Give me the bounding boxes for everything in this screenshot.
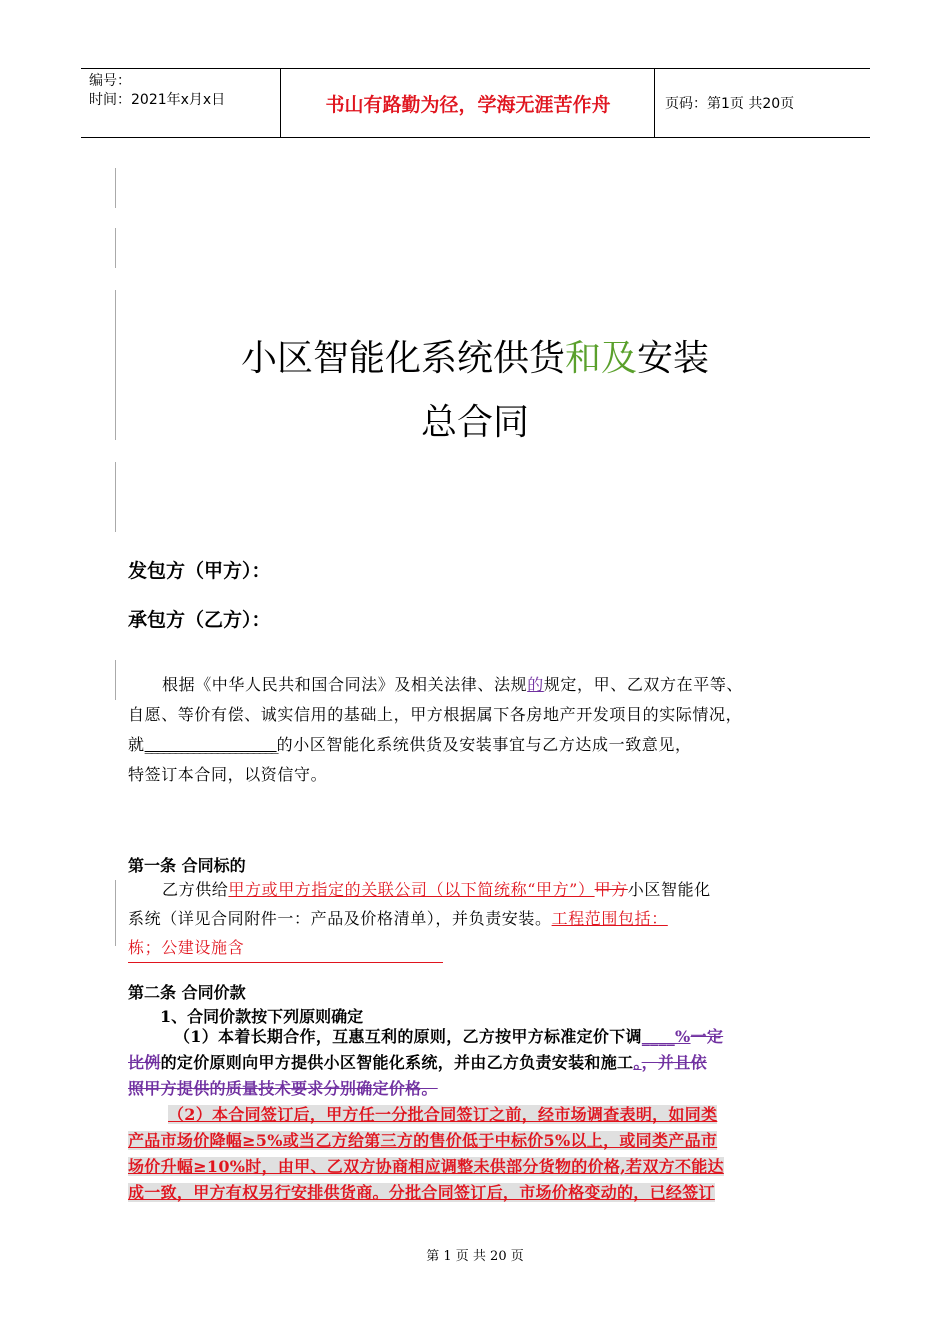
deletion: 甲方 <box>594 880 628 899</box>
article-1-heading: 第一条 合同标的 <box>128 856 246 875</box>
intro-text: 就 <box>128 735 145 754</box>
article-line <box>128 875 828 904</box>
title-text: 小区智能化系统供货 <box>240 338 565 379</box>
party-b-label: 承包方（乙方）： <box>128 609 271 631</box>
clause-line <box>128 1024 828 1050</box>
clause-line <box>128 1180 828 1206</box>
article-line <box>128 933 828 963</box>
insertion: 场价升幅≥10%时，由甲、乙双方协商相应调整未供部分货物的价格,若双方不能达 <box>128 1157 724 1176</box>
deletion: 一定 <box>690 1027 724 1046</box>
article-2-heading: 第二条 合同价款 <box>128 983 246 1002</box>
insertion: 工程范围包括： <box>551 909 668 928</box>
clause-line <box>128 1102 828 1128</box>
header-motto: 书山有路勤为径，学海无涯苦作舟 <box>282 69 655 137</box>
clause-text: 的定价原则向甲方提供小区智能化系统，并由乙方负责安装和施工 <box>160 1053 634 1072</box>
insertion: 栋；公建设施含 <box>128 933 443 963</box>
article-line <box>128 904 828 933</box>
title-text-end: 安装 <box>637 338 710 379</box>
clause-line <box>128 1128 828 1154</box>
insertion: （2）本合同签订后，甲方任一分批合同签订之前，经市场调查表明，如同类 <box>168 1105 718 1124</box>
insertion: 。 <box>633 1053 642 1072</box>
deletion: ，并且依 <box>641 1053 707 1072</box>
deletion: 照甲方提供的质量技术要求分别确定价格。 <box>128 1079 438 1098</box>
insertion: ____% <box>641 1027 691 1046</box>
article-text: 乙方供给 <box>162 880 229 899</box>
clause-line <box>128 1050 828 1076</box>
intro-text: 规定，甲、乙双方在平等、 <box>543 675 744 694</box>
intro-line <box>128 670 828 700</box>
header-meta <box>81 69 281 137</box>
clause-line <box>128 1076 828 1102</box>
header-page-info: 页码：第1页 共20页 <box>665 96 795 112</box>
article-2-sub1: 1、合同价款按下列原则确定 <box>160 1007 364 1026</box>
change-bar <box>115 228 116 268</box>
intro-text: 的小区智能化系统供货及安装事宜与乙方达成一致意见， <box>276 735 692 754</box>
document-subtitle: 总合同 <box>420 402 529 443</box>
article-text: 系统（详见合同附件一：产品及价格清单），并负责安装。 <box>128 909 552 928</box>
document-title <box>0 336 950 382</box>
insertion: 成一致，甲方有权另行安排供货商。分批合同签订后，市场价格变动的，已经签订 <box>128 1183 715 1202</box>
change-bar <box>115 462 116 532</box>
page-footer: 第 1 页 共 20 页 <box>426 1249 524 1264</box>
article-text: 小区智能化 <box>627 880 711 899</box>
intro-line <box>128 730 828 760</box>
party-a-label: 发包方（甲方）： <box>128 560 271 582</box>
title-revision: 和及 <box>564 338 637 379</box>
deletion: 比例 <box>128 1053 161 1072</box>
intro-line: 自愿、等价有偿、诚实信用的基础上，甲方根据属下各房地产开发项目的实际情况， <box>128 705 743 724</box>
blank-field: ______________________ <box>144 735 277 754</box>
insertion: 甲方或甲方指定的关联公司（以下简统称“甲方”） <box>228 880 595 899</box>
change-bar <box>115 880 116 946</box>
clause-text: （1）本着长期合作，互惠互利的原则，乙方按甲方标准定价下调 <box>174 1027 642 1046</box>
article-2-clause-1 <box>128 1024 828 1102</box>
intro-line: 特签订本合同，以资信守。 <box>128 765 328 784</box>
intro-text: 根据《中华人民共和国合同法》及相关法律、法规 <box>162 675 528 694</box>
number-label: 编号： <box>89 73 131 89</box>
change-bar <box>115 168 116 208</box>
intro-paragraph <box>128 670 828 790</box>
time-label: 时间：2021年x月x日 <box>89 92 226 108</box>
insertion: 产品市场价降幅≥5%或当乙方给第三方的售价低于中标价5%以上，或同类产品市 <box>128 1131 718 1150</box>
clause-line <box>128 1154 828 1180</box>
intro-revision: 的 <box>527 675 544 694</box>
page-header <box>81 68 870 138</box>
article-1-body <box>128 875 828 963</box>
article-2-clause-2 <box>128 1102 828 1206</box>
change-bar <box>115 660 116 700</box>
